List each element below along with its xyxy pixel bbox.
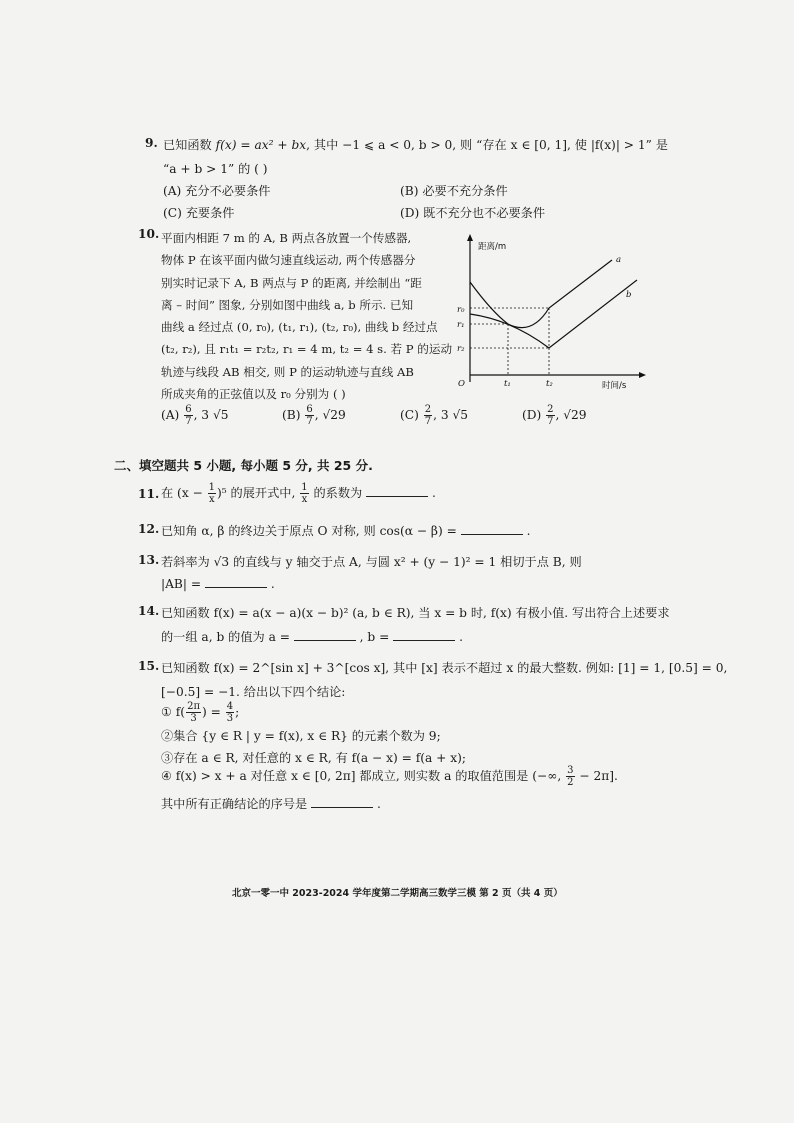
- q15-conclusion-2: ②集合 {y ∈ R | y = f(x), x ∈ R} 的元素个数为 9;: [161, 729, 441, 743]
- q10-line: 物体 P 在该平面内做匀速直线运动, 两个传感器分: [161, 253, 416, 268]
- q11-text: 在 (x − $\frac{1}{x}$ )⁵ 的展开式中, $\frac{1}{x}$ 的系数为 .: [161, 482, 436, 505]
- option-label: (D): [522, 408, 542, 422]
- q13-answer-blank[interactable]: [205, 577, 267, 588]
- tick-r1: r₁: [457, 320, 465, 330]
- fraction: $\frac{6}{7}$: [306, 404, 313, 427]
- q10-option-b[interactable]: [282, 404, 346, 427]
- q9-option-c[interactable]: (C) 充要条件: [163, 206, 235, 220]
- q15-line1: 已知函数 f(x) = 2^[sin x] + 3^[cos x], 其中 [x] 表示不超过 x 的最大整数. 例如: [1] = 1, [0.5] = 0,: [161, 661, 728, 675]
- q10-text: [161, 227, 452, 405]
- q9-option-d[interactable]: (D) 既不充分也不必要条件: [400, 206, 546, 220]
- q14-line1: 已知函数 f(x) = a(x − a)(x − b)² (a, b ∈ R), 当 x = b 时, f(x) 有极小值. 写出符合上述要求: [161, 606, 670, 620]
- curve-label-b: b: [626, 290, 632, 300]
- x-axis-arrow: [639, 372, 646, 378]
- q9-number: 9.: [145, 136, 158, 150]
- distance-time-graph: [452, 232, 652, 392]
- fraction: $\frac{1}{x}$: [301, 482, 308, 505]
- q9-line2: “a + b > 1” 的 ( ): [163, 162, 268, 176]
- curve-a: [470, 260, 612, 328]
- q10-line: 离 – 时间” 图象, 分别如图中曲线 a, b 所示. 已知: [161, 297, 414, 312]
- q15-conclusion-3: ③存在 a ∈ R, 对任意的 x ∈ R, 有 f(a − x) = f(a + x);: [161, 751, 466, 765]
- tick-t2: t₂: [546, 379, 553, 389]
- fraction: $\frac{2}{7}$: [424, 404, 432, 427]
- q10-option-a[interactable]: [161, 404, 228, 427]
- q10-line: (t₂, r₂), 且 r₁t₁ = r₂t₂, r₁ = 4 m, t₂ = 4 s. 若 P 的运动: [161, 342, 453, 357]
- fraction: $\frac{2}{7}$: [547, 404, 554, 427]
- fraction: $\frac{2\pi}{3}$: [187, 701, 201, 724]
- option-rest: , 3 √5: [433, 408, 468, 422]
- q14-answer-b-blank[interactable]: [393, 630, 455, 641]
- fraction: $\frac{4}{3}$: [226, 701, 234, 724]
- section-2-heading: 二、填空题共 5 小题, 每小题 5 分, 共 25 分.: [114, 458, 373, 473]
- q15-number: 15.: [138, 659, 160, 673]
- option-rest: , √29: [314, 408, 346, 422]
- q9-line1: 已知函数 f(x) = ax² + bx, 其中 −1 ⩽ a < 0, b > 0, 则 “存在 x ∈ [0, 1], 使 |f(x)| > 1” 是: [163, 138, 668, 152]
- q9-text-b: 其中 −1 ⩽ a < 0, b > 0, 则 “存在 x ∈ [0, 1], 使 |f(x)| > 1” 是: [313, 138, 668, 152]
- q15-line2: [−0.5] = −1. 给出以下四个结论:: [161, 685, 346, 699]
- q12-answer-blank[interactable]: [461, 524, 523, 535]
- origin-label: O: [458, 379, 465, 389]
- q15-conclusion-4: ④ f(x) > x + a 对任意 x ∈ [0, 2π] 都成立, 则实数 a 的取值范围是 (−∞, $\frac{3}{2}$ − 2π].: [161, 765, 618, 788]
- y-axis-label: 距离/m: [478, 242, 507, 252]
- q15-conclusion-1: ① f( $\frac{2\pi}{3}$ ) = $\frac{4}{3}$ ;: [161, 701, 240, 724]
- option-label: (C): [400, 408, 419, 422]
- fraction: $\frac{1}{x}$: [208, 482, 216, 505]
- q9-option-b[interactable]: (B) 必要不充分条件: [400, 184, 508, 198]
- q10-line: 曲线 a 经过点 (0, r₀), (t₁, r₁), (t₂, r₀), 曲线 b 经过点: [161, 320, 438, 335]
- q14-answer-a-blank[interactable]: [294, 630, 356, 641]
- q11-number: 11.: [138, 487, 160, 501]
- x-axis-label: 时间/s: [602, 381, 627, 391]
- q9-text: 已知函数: [163, 138, 212, 152]
- q14-line2: 的一组 a, b 的值为 a = , b = .: [161, 630, 463, 644]
- q13-number: 13.: [138, 553, 160, 567]
- q10-line: 轨迹与线段 AB 相交, 则 P 的运动轨迹与直线 AB: [161, 364, 414, 379]
- tick-r2: r₂: [457, 344, 465, 354]
- option-rest: , 3 √5: [193, 408, 229, 422]
- q10-option-c[interactable]: [400, 404, 468, 427]
- option-label: (A): [161, 408, 180, 422]
- tick-t1: t₁: [504, 379, 511, 389]
- option-rest: , √29: [555, 408, 587, 422]
- q11-answer-blank[interactable]: [366, 486, 428, 497]
- y-axis-arrow: [467, 234, 473, 241]
- q15-answer-blank[interactable]: [311, 797, 373, 808]
- option-label: (B): [282, 408, 301, 422]
- q10-line: 别实时记录下 A, B 两点与 P 的距离, 并绘制出 “距: [161, 275, 422, 290]
- q13-line2: |AB| = .: [161, 577, 275, 591]
- q14-number: 14.: [138, 604, 160, 618]
- q10-number: 10.: [138, 227, 160, 241]
- q9-option-a[interactable]: (A) 充分不必要条件: [163, 184, 271, 198]
- q13-line1: 若斜率为 √3 的直线与 y 轴交于点 A, 与圆 x² + (y − 1)² = 1 相切于点 B, 则: [161, 555, 582, 569]
- q10-line: 所成夹角的正弦值以及 r₀ 分别为 ( ): [161, 387, 346, 402]
- fraction: $\frac{6}{7}$: [185, 404, 192, 427]
- curve-label-a: a: [616, 255, 622, 265]
- q9-func: f(x) = ax² + bx: [215, 138, 307, 152]
- q12-number: 12.: [138, 522, 160, 536]
- tick-r0: r₀: [457, 305, 465, 315]
- page-footer: 北京一零一中 2023-2024 学年度第二学期高三数学三模 第 2 页（共 4 页）: [232, 888, 563, 899]
- q15-last-line: 其中所有正确结论的序号是 .: [161, 797, 381, 811]
- q10-line: 平面内相距 7 m 的 A, B 两点各放置一个传感器,: [161, 231, 412, 245]
- fraction: $\frac{3}{2}$: [567, 765, 574, 788]
- curve-b: [470, 280, 637, 348]
- q10-option-d[interactable]: [522, 404, 587, 427]
- q12-text: 已知角 α, β 的终边关于原点 O 对称, 则 cos(α − β) = .: [161, 524, 531, 538]
